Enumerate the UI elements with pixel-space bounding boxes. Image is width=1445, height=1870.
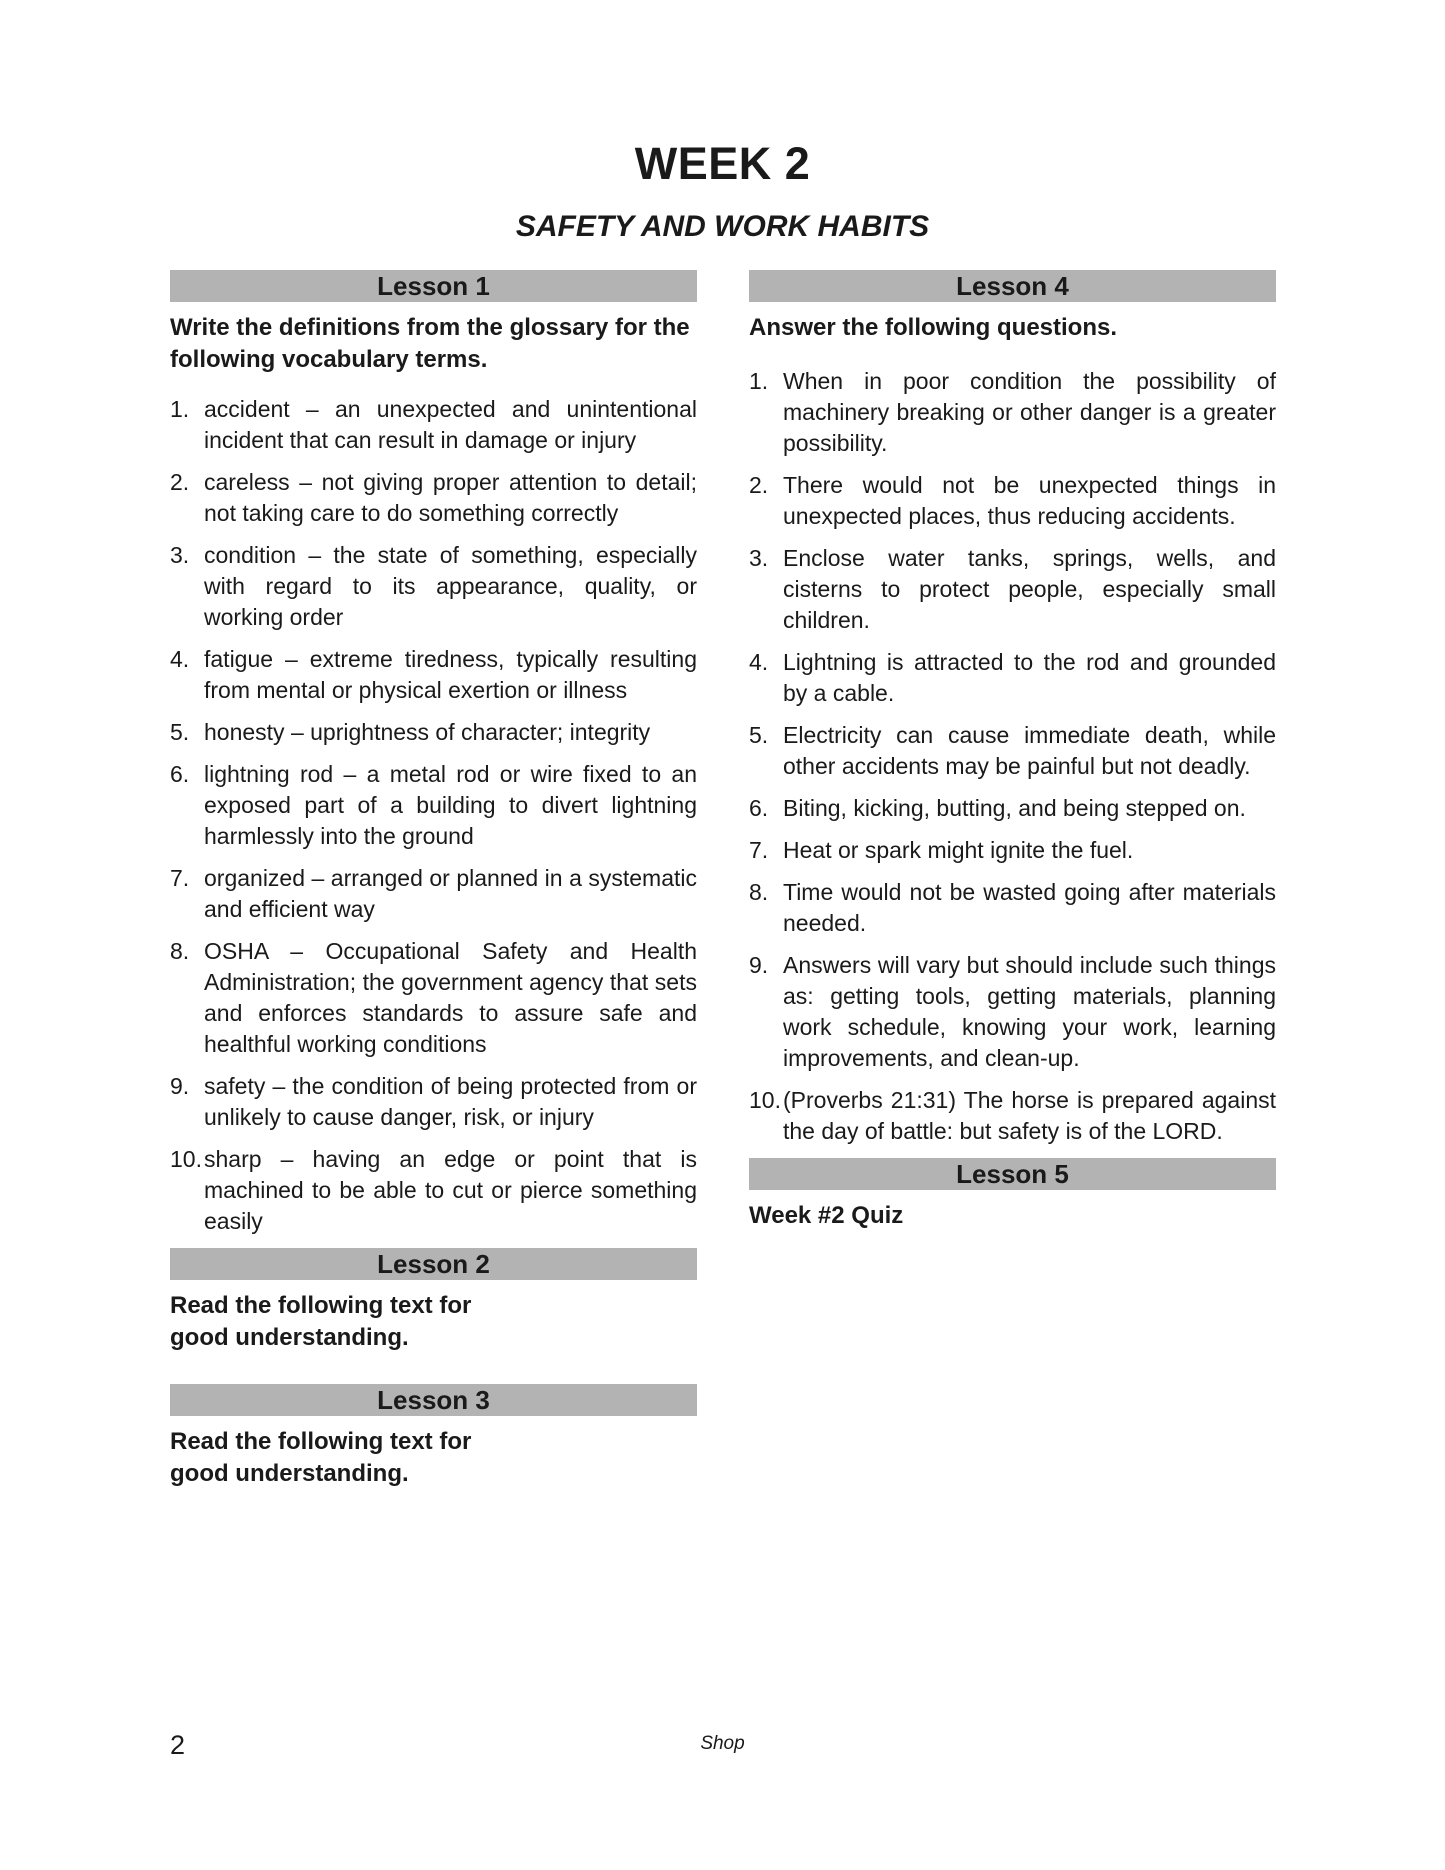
list-item [170,1144,697,1237]
list-item [749,835,1276,866]
list-item [749,366,1276,459]
item-text: (Proverbs 21:31) The horse is prepared against the day of battle: but safety is of the LORD. [783,1087,1276,1144]
item-number: 1. [749,368,769,394]
item-text: When in poor condition the possibility of machinery breaking or other danger is a greater possibility. [783,368,1276,456]
item-text: There would not be unexpected things in unexpected places, thus reducing accidents. [783,472,1276,529]
lesson-1-heading: Lesson 1 [170,270,697,302]
item-number: 4. [749,649,769,675]
item-number: 9. [170,1073,190,1099]
lesson-1-instruction: Write the definitions from the glossary for the following vocabulary terms. [170,314,690,373]
lesson-5-heading: Lesson 5 [749,1158,1276,1190]
answers-list [749,366,1276,1147]
lesson-2-instruction: Read the following text for good understanding. [170,1292,472,1351]
item-number: 2. [749,472,769,498]
page-subtitle: SAFETY AND WORK HABITS [515,210,930,243]
list-item [749,647,1276,709]
vocabulary-list [170,394,697,1237]
item-text: Lightning is attracted to the rod and grounded by a cable. [783,649,1276,706]
list-item [170,936,697,1060]
list-item [170,394,697,456]
item-text: organized – arranged or planned in a systematic and efficient way [204,865,697,922]
page-title: WEEK 2 [634,138,811,189]
lesson-4-heading: Lesson 4 [749,270,1276,302]
item-text: fatigue – extreme tiredness, typically resulting from mental or physical exertion or illness [204,646,697,703]
list-item [170,717,697,748]
list-item [170,467,697,529]
item-number: 3. [749,545,769,571]
item-number: 6. [749,795,769,821]
right-column [749,270,1276,1250]
item-number: 7. [170,865,190,891]
list-item [749,793,1276,824]
item-number: 8. [749,879,769,905]
item-text: Time would not be wasted going after materials needed. [783,879,1276,936]
item-number: 2. [170,469,190,495]
item-text: Heat or spark might ignite the fuel. [783,837,1134,863]
footer-book-title: Shop [700,1733,745,1754]
item-number: 4. [170,646,190,672]
lesson-3-heading: Lesson 3 [170,1384,697,1416]
lesson-4-instruction: Answer the following questions. [749,314,1118,341]
list-item [749,543,1276,636]
lesson-5-instruction: Week #2 Quiz [749,1202,904,1229]
item-text: Biting, kicking, butting, and being stepped on. [783,795,1246,821]
item-number: 6. [170,761,190,787]
item-number: 9. [749,952,769,978]
list-item [170,863,697,925]
item-text: Enclose water tanks, springs, wells, and cisterns to protect people, especially small children. [783,545,1276,633]
list-item [749,720,1276,782]
item-text: safety – the condition of being protected from or unlikely to cause danger, risk, or injury [204,1073,697,1130]
item-text: Answers will vary but should include such things as: getting tools, getting materials, planning work schedule, knowing your work, learning improvements, and clean-up. [783,952,1276,1071]
list-item [749,1085,1276,1147]
list-item [749,950,1276,1074]
list-item [749,470,1276,532]
item-number: 1. [170,396,190,422]
item-number: 8. [170,938,190,964]
left-column [170,270,697,1508]
item-text: accident – an unexpected and unintentional incident that can result in damage or injury [204,396,697,453]
item-text: sharp – having an edge or point that is machined to be able to cut or pierce something easily [204,1146,697,1234]
item-number: 10. [170,1146,202,1172]
lesson-3-instruction: Read the following text for good understanding. [170,1428,472,1487]
list-item [170,759,697,852]
item-number: 10. [749,1087,781,1113]
item-number: 7. [749,837,769,863]
list-item [170,644,697,706]
list-item [170,1071,697,1133]
lesson-2-heading: Lesson 2 [170,1248,697,1280]
list-item [749,877,1276,939]
item-number: 5. [749,722,769,748]
page-number: 2 [170,1730,186,1760]
item-text: careless – not giving proper attention to detail; not taking care to do something correctly [204,469,697,526]
item-text: condition – the state of something, especially with regard to its appearance, quality, or working order [204,542,697,630]
item-text: honesty – uprightness of character; integrity [204,719,651,745]
item-text: OSHA – Occupational Safety and Health Administration; the government agency that sets and enforces standards to assure safe and healthful working conditions [204,938,697,1057]
list-item [170,540,697,633]
item-text: lightning rod – a metal rod or wire fixed to an exposed part of a building to divert lightning harmlessly into the ground [204,761,697,849]
item-number: 5. [170,719,190,745]
item-number: 3. [170,542,190,568]
item-text: Electricity can cause immediate death, while other accidents may be painful but not deadly. [783,722,1276,779]
